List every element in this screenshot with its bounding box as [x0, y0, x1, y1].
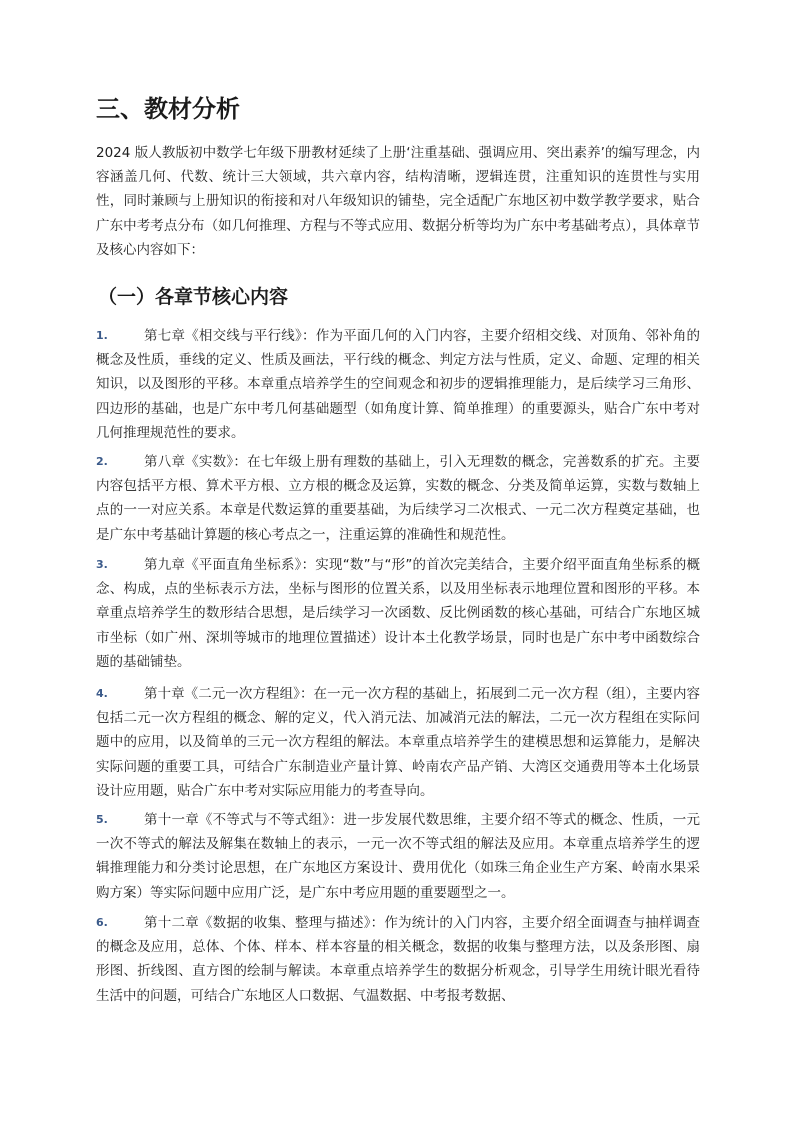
chapter-item-2 — [96, 450, 700, 547]
chapter-item-5 — [96, 808, 700, 905]
chapter-text: 第八章《实数》：在七年级上册有理数的基础上，引入无理数的概念，完善数系的扩充。主要内容包括平方根、算术平方根、立方根的概念及运算，实数的概念、分类及简单运算，实数与数轴上点的一一对应关系。本章是代数运算的重要基础，为后续学习二次根式、一元二次方程奠定基础，也是广东中考基础计算题的核心考点之一，注重运算的准确性和规范性。 — [96, 454, 700, 543]
chapter-item-6 — [96, 911, 700, 1008]
chapter-text: 第九章《平面直角坐标系》：实现“数”与“形”的首次完美结合，主要介绍平面直角坐标系的概念、构成，点的坐标表示方法，坐标与图形的位置关系，以及用坐标表示地理位置和图形的平移。本章重点培养学生的数形结合思想，是后续学习一次函数、反比例函数的核心基础，可结合广东地区城市坐标（如广州、深圳等城市的地理位置描述）设计本土化教学场景，同时也是广东中考中函数综合题的基础铺垫。 — [96, 557, 700, 670]
list-number: 5. — [96, 813, 108, 826]
chapter-text: 第七章《相交线与平行线》：作为平面几何的入门内容，主要介绍相交线、对顶角、邻补角的概念及性质，垂线的定义、性质及画法，平行线的概念、判定方法与性质，定义、命题、定理的相关知识，以及图形的平移。本章重点培养学生的空间观念和初步的逻辑推理能力，是后续学习三角形、四边形的基础，也是广东中考几何基础题型（如角度计算、简单推理）的重要源头，贴合广东中考对几何推理规范性的要求。 — [96, 328, 700, 441]
chapter-text: 第十二章《数据的收集、整理与描述》：作为统计的入门内容，主要介绍全面调查与抽样调查的概念及应用，总体、个体、样本、样本容量的相关概念，数据的收集与整理方法，以及条形图、扇形图、折线图、直方图的绘制与解读。本章重点培养学生的数据分析观念，引导学生用统计眼光看待生活中的问题，可结合广东地区人口数据、气温数据、中考报考数据、 — [96, 915, 700, 1004]
list-number: 3. — [96, 558, 108, 571]
intro-paragraph: 2024 版人教版初中数学七年级下册教材延续了上册‘注重基础、强调应用、突出素养’的编写理念，内容涵盖几何、代数、统计三大领域，共六章内容，结构清晰，逻辑连贯，注重知识的连贯性与实用性，同时兼顾与上册知识的衔接和对八年级知识的铺垫，完全适配广东地区初中数学教学要求，贴合广东中考考点分布（如几何推理、方程与不等式应用、数据分析等均为广东中考基础考点），具体章节及核心内容如下： — [96, 145, 700, 258]
chapter-text: 第十一章《不等式与不等式组》：进一步发展代数思维，主要介绍不等式的概念、性质，一元一次不等式的解法及解集在数轴上的表示，一元一次不等式组的解法及应用。本章重点培养学生的逻辑推理能力和分类讨论思想，在广东地区方案设计、费用优化（如珠三角企业生产方案、岭南水果采购方案）等实际问题中应用广泛，是广东中考应用题的重要题型之一。 — [96, 812, 700, 901]
list-number: 4. — [96, 687, 108, 700]
chapter-item-1 — [96, 324, 700, 445]
subsection-title: （一）各章节核心内容 — [98, 286, 289, 308]
chapter-item-3 — [96, 553, 700, 674]
chapter-text: 第十章《二元一次方程组》：在一元一次方程的基础上，拓展到二元一次方程（组），主要内容包括二元一次方程组的概念、解的定义，代入消元法、加减消元法的解法，二元一次方程组在实际问题中的应用，以及简单的三元一次方程组的解法。本章重点培养学生的建模思想和运算能力，是解决实际问题的重要工具，可结合广东制造业产量计算、岭南农产品产销、大湾区交通费用等本土化场景设计应用题，贴合广东中考对实际应用能力的考查导向。 — [96, 686, 700, 799]
chapter-item-4 — [96, 682, 700, 803]
list-number: 1. — [96, 329, 108, 342]
list-number: 2. — [96, 455, 108, 468]
section-title: 三、教材分析 — [96, 95, 240, 123]
list-number: 6. — [96, 916, 108, 929]
